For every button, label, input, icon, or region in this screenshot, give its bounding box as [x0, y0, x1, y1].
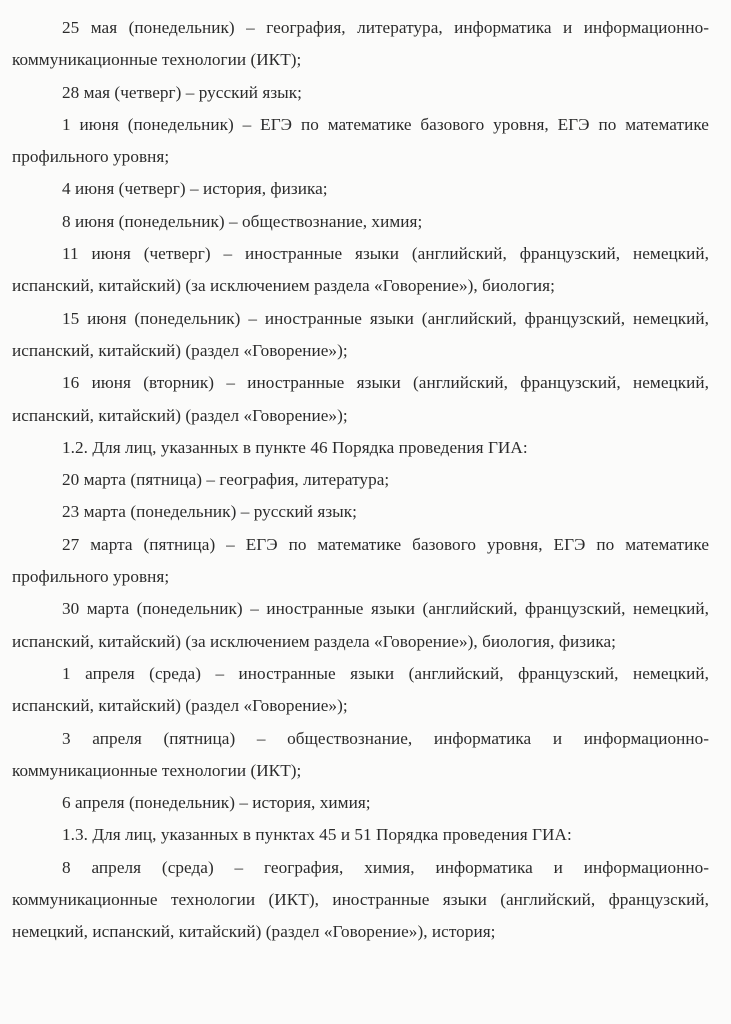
- paragraph-may-25: 25 мая (понедельник) – география, литература, информатика и информационно-коммуникационные технологии (ИКТ);: [12, 18, 709, 70]
- section-heading-1-2: 1.2. Для лиц, указанных в пункте 46 Порядка проведения ГИА:: [62, 437, 528, 457]
- paragraph-march-23: 23 марта (понедельник) – русский язык;: [62, 502, 357, 522]
- paragraph-june-11: 11 июня (четверг) – иностранные языки (английский, французский, немецкий, испанский, китайский) (за исключением раздела «Говорение»), биология;: [12, 244, 709, 296]
- paragraph-april-6: 6 апреля (понедельник) – история, химия;: [62, 793, 371, 813]
- paragraph-june-15: 15 июня (понедельник) – иностранные языки (английский, французский, немецкий, испанский, китайский) (раздел «Говорение»);: [12, 308, 709, 360]
- paragraph-may-28: 28 мая (четверг) – русский язык;: [62, 82, 303, 102]
- paragraph-april-1: 1 апреля (среда) – иностранные языки (английский, французский, немецкий, испанский, китайский) (раздел «Говорение»);: [12, 663, 709, 716]
- paragraph-june-1: 1 июня (понедельник) – ЕГЭ по математике базового уровня, ЕГЭ по математике профильного уровня;: [12, 114, 709, 167]
- paragraph-june-16: 16 июня (вторник) – иностранные языки (английский, французский, немецкий, испанский, китайский) (раздел «Говорение»);: [12, 373, 709, 425]
- paragraph-june-4: 4 июня (четверг) – история, физика;: [62, 179, 328, 199]
- paragraph-march-27: 27 марта (пятница) – ЕГЭ по математике базового уровня, ЕГЭ по математике профильного уровня;: [12, 534, 709, 587]
- section-heading-1-3: 1.3. Для лиц, указанных в пунктах 45 и 51 Порядка проведения ГИА:: [62, 825, 572, 845]
- paragraph-april-8: 8 апреля (среда) – география, химия, информатика и информационно-коммуникационные технологии (ИКТ), иностранные языки (английский, французский, немецкий, испанский, китайский) (раздел «Говорение»), история;: [12, 857, 709, 942]
- paragraph-april-3: 3 апреля (пятница) – обществознание, информатика и информационно-коммуникационные технологии (ИКТ);: [12, 728, 709, 780]
- paragraph-march-20: 20 марта (пятница) – география, литература;: [62, 470, 390, 490]
- paragraph-june-8: 8 июня (понедельник) – обществознание, химия;: [62, 211, 423, 231]
- paragraph-march-30: 30 марта (понедельник) – иностранные языки (английский, французский, немецкий, испанский, китайский) (за исключением раздела «Говорение»), биология, физика;: [12, 599, 709, 651]
